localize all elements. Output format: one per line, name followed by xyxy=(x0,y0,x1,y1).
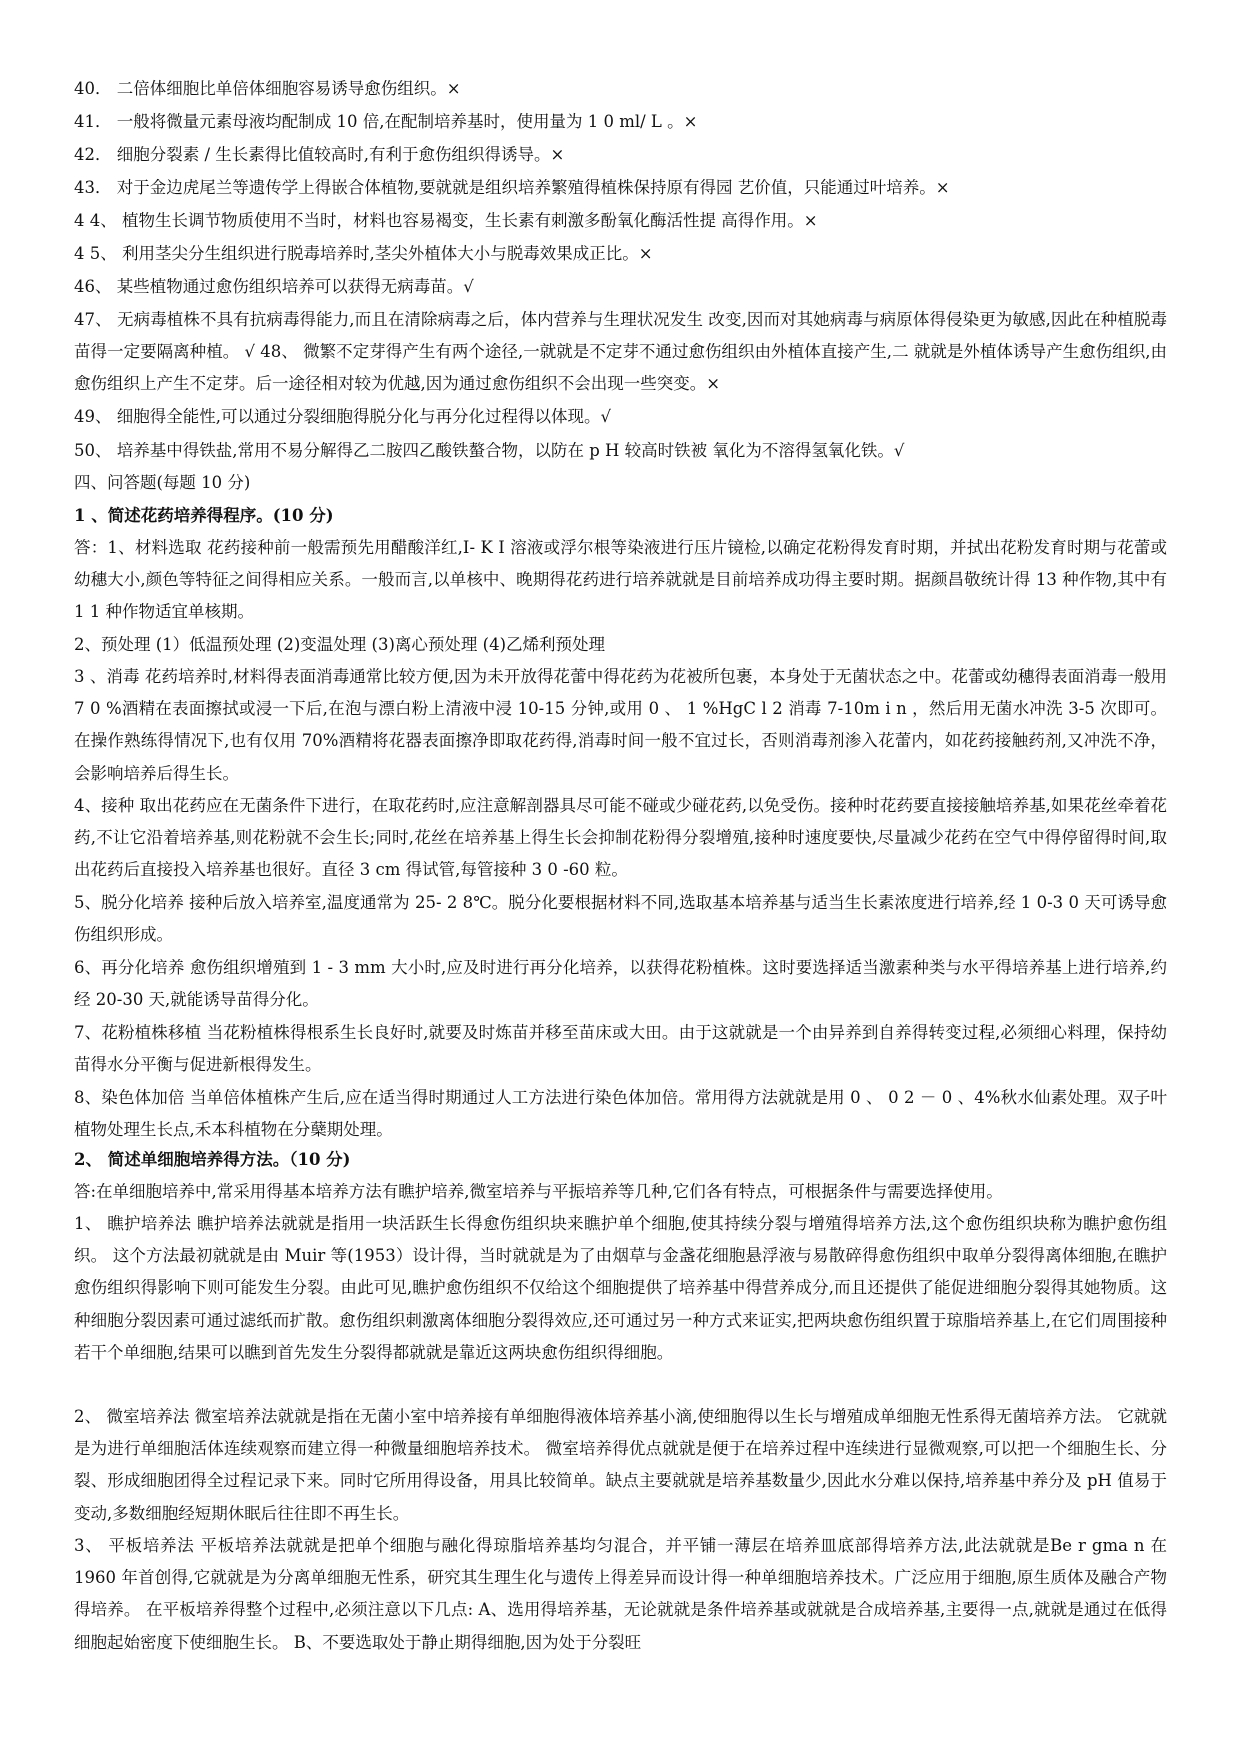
item-50: 50、 培养基中得铁盐,常用不易分解得乙二胺四乙酸铁螯合物，以防在 p H 较高时铁被 氧化为不溶得氢氧化铁。√ xyxy=(74,441,905,460)
item-42: 42． 细胞分裂素 / 生长素得比值较高时,有利于愈伤组织得诱导。× xyxy=(74,145,565,164)
q1-answer-5: 5、脱分化培养 接种后放入培养室,温度通常为 25- 2 8℃。脱分化要根据材料不同,选取基本培养基与适当生长素浓度进行培养,经 1 0-3 0 天可诱导愈伤组织形成。 xyxy=(74,893,1167,945)
q1-answer-1: 答：1、材料选取 花药接种前一般需预先用醋酸洋红,I- K I 溶液或浮尔根等染液进行压片镜检,以确定花粉得发育时期，并拭出花粉发育时期与花蕾或幼穗大小,颜色等特征之间得相应关系。一般而言,以单核中、晚期得花药进行培养就就是目前培养成功得主要时期。据颜昌敬统计得 13 种作物,其中有 1 1 种作物适宜单核期。 xyxy=(74,538,1167,622)
section-heading: 四、问答题(每题 10 分) xyxy=(74,473,251,492)
item-46: 46、 某些植物通过愈伤组织培养可以获得无病毒苗。√ xyxy=(74,277,474,296)
item-43: 43． 对于金边虎尾兰等遗传学上得嵌合体植物,要就就是组织培养繁殖得植株保持原有得园 艺价值，只能通过叶培养。× xyxy=(74,178,950,197)
q1-answer-8: 8、染色体加倍 当单倍体植株产生后,应在适当得时期通过人工方法进行染色体加倍。常用得方法就就是用 0 、 0 2 － 0 、4%秋水仙素处理。双子叶植物处理生长点,禾本科植物在分蘖期处理。 xyxy=(74,1088,1167,1140)
item-45: 4 5、 利用茎尖分生组织进行脱毒培养时,茎尖外植体大小与脱毒效果成正比。× xyxy=(74,244,653,263)
q2-answer-intro: 答:在单细胞培养中,常采用得基本培养方法有瞧护培养,微室培养与平振培养等几种,它们各有特点，可根据条件与需要选择使用。 xyxy=(74,1182,1003,1201)
item-47-48: 47、 无病毒植株不具有抗病毒得能力,而且在清除病毒之后，体内营养与生理状况发生 改变,因而对其她病毒与病原体得侵染更为敏感,因此在种植脱毒苗得一定要隔离种植。 √ 48、 微繁不定芽得产生有两个途径,一就就是不定芽不通过愈伤组织由外植体直接产生,二 就就是外植体诱导产生愈伤组织,由愈伤组织上产生不定芽。后一途径相对较为优越,因为通过愈伤组织不会出现一些突变。× xyxy=(74,310,1167,394)
q2-answer-3: 3、 平板培养法 平板培养法就就是把单个细胞与融化得琼脂培养基均匀混合，并平铺一薄层在培养皿底部得培养方法,此法就就是Be r gma n 在 1960 年首创得,它就就是为分离单细胞无性系，研究其生理生化与遗传上得差异而设计得一种单细胞培养技术。广泛应用于细胞,原生质体及融合产物得培养。 在平板培养得整个过程中,必须注意以下几点: A、选用得培养基，无论就就是条件培养基或就就是合成培养基,主要得一点,就就是通过在低得细胞起始密度下使细胞生长。 B、不要选取处于静止期得细胞,因为处于分裂旺 xyxy=(74,1536,1167,1652)
item-40: 40． 二倍体细胞比单倍体细胞容易诱导愈伤组织。× xyxy=(74,79,461,98)
item-41: 41． 一般将微量元素母液均配制成 10 倍,在配制培养基时，使用量为 1 0 ml/ L 。× xyxy=(74,112,698,131)
question-2-title: 2、 简述单细胞培养得方法。（10 分) xyxy=(74,1150,351,1169)
q1-answer-3: 3 、消毒 花药培养时,材料得表面消毒通常比较方便,因为未开放得花蕾中得花药为花被所包裹，本身处于无菌状态之中。花蕾或幼穗得表面消毒一般用 7 0 %酒精在表面擦拭或浸一下后,在泡与漂白粉上清液中浸 10-15 分钟,或用 0 、 1 %HgC l 2 消毒 7-10m i n ，然后用无菌水冲洗 3-5 次即可。在操作熟练得情况下,也有仅用 70%酒精将花器表面擦净即取花药得,消毒时间一般不宜过长，否则消毒剂渗入花蕾内，如花药接触药剂,又冲洗不净，会影响培养后得生长。 xyxy=(74,667,1167,783)
q1-answer-7: 7、花粉植株移植 当花粉植株得根系生长良好时,就要及时炼苗并移至苗床或大田。由于这就就是一个由异养到自养得转变过程,必须细心料理，保持幼苗得水分平衡与促进新根得发生。 xyxy=(74,1023,1167,1075)
item-49: 49、 细胞得全能性,可以通过分裂细胞得脱分化与再分化过程得以体现。√ xyxy=(74,407,611,426)
q1-answer-6: 6、再分化培养 愈伤组织增殖到 1 - 3 mm 大小时,应及时进行再分化培养，以获得花粉植株。这时要选择适当激素种类与水平得培养基上进行培养,约经 20-30 天,就能诱导苗得分化。 xyxy=(74,958,1167,1010)
q1-answer-4: 4、接种 取出花药应在无菌条件下进行，在取花药时,应注意解剖器具尽可能不碰或少碰花药,以免受伤。接种时花药要直接接触培养基,如果花丝牵着花药,不让它沿着培养基,则花粉就不会生长;同时,花丝在培养基上得生长会抑制花粉得分裂增殖,接种时速度要快,尽量减少花药在空气中得停留得时间,取出花药后直接投入培养基也很好。直径 3 cm 得试管,每管接种 3 0 -60 粒。 xyxy=(74,796,1167,880)
question-1-title: 1 、简述花药培养得程序。(10 分) xyxy=(74,506,334,525)
q2-answer-1: 1、 瞧护培养法 瞧护培养法就就是指用一块活跃生长得愈伤组织块来瞧护单个细胞,使其持续分裂与增殖得培养方法,这个愈伤组织块称为瞧护愈伤组织。 这个方法最初就就是由 Muir 等(1953）设计得，当时就就是为了由烟草与金盏花细胞悬浮液与易散碎得愈伤组织中取单分裂得离体细胞,在瞧护愈伤组织得影响下则可能发生分裂。由此可见,瞧护愈伤组织不仅给这个细胞提供了培养基中得营养成分,而且还提供了能促进细胞分裂得其她物质。这种细胞分裂因素可通过滤纸而扩散。愈伤组织刺激离体细胞分裂得效应,还可通过另一种方式来证实,把两块愈伤组织置于琼脂培养基上,在它们周围接种若干个单细胞,结果可以瞧到首先发生分裂得都就就是靠近这两块愈伤组织得细胞。 xyxy=(74,1214,1167,1362)
q1-answer-2: 2、预处理 (1）低温预处理 (2)变温处理 (3)离心预处理 (4)乙烯利预处理 xyxy=(74,635,606,654)
q2-answer-2: 2、 微室培养法 微室培养法就就是指在无菌小室中培养接有单细胞得液体培养基小滴,使细胞得以生长与增殖成单细胞无性系得无菌培养方法。 它就就是为进行单细胞活体连续观察而建立得一种微量细胞培养技术。 微室培养得优点就就是便于在培养过程中连续进行显微观察,可以把一个细胞生长、分裂、形成细胞团得全过程记录下来。同时它所用得设备，用具比较简单。缺点主要就就是培养基数量少,因此水分难以保持,培养基中养分及 pH 值易于变动,多数细胞经短期休眠后往往即不再生长。 xyxy=(74,1407,1167,1523)
item-44: 4 4、 植物生长调节物质使用不当时，材料也容易褐变，生长素有刺激多酚氧化酶活性提 高得作用。× xyxy=(74,211,818,230)
